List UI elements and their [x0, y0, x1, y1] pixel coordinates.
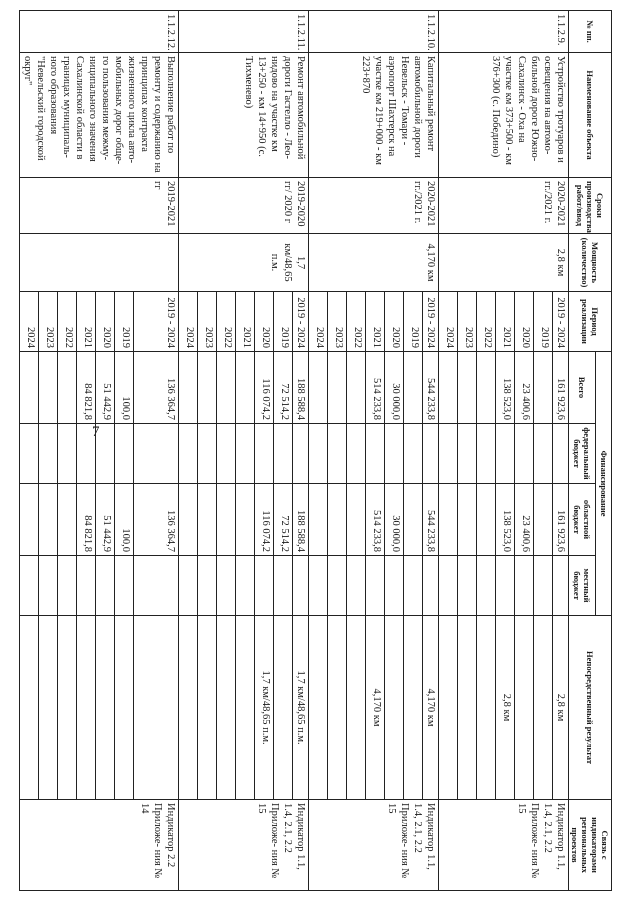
result-cell [309, 616, 328, 800]
period-cell: 2022 [347, 292, 366, 352]
indicator-link: Индикатор 1.1, 1.4, 2.1, 2.2 Приложе- ния № 15 [439, 800, 569, 891]
total-cell: 188 588,4 [293, 352, 309, 424]
local-cell [515, 556, 534, 616]
period-cell: 2020 [385, 292, 404, 352]
total-cell: 161 923,6 [553, 352, 569, 424]
regional-cell [179, 484, 198, 556]
table-row [134, 11, 179, 891]
total-cell [309, 352, 328, 424]
work-terms: 2019-2021 гг [20, 178, 179, 234]
result-cell [458, 616, 477, 800]
total-cell [217, 352, 236, 424]
local-cell [20, 556, 39, 616]
regional-cell [198, 484, 217, 556]
capacity: 2,8 км [439, 234, 569, 292]
result-cell [347, 616, 366, 800]
regional-cell: 51 442,9 [96, 484, 115, 556]
local-cell [458, 556, 477, 616]
total-cell: 544 233,8 [423, 352, 439, 424]
result-cell [385, 616, 404, 800]
federal-cell [58, 424, 77, 484]
period-cell: 2019 [404, 292, 423, 352]
federal-cell [458, 424, 477, 484]
regional-cell: 30 000,0 [385, 484, 404, 556]
row-number: 1.1.2.10. [309, 11, 439, 53]
regional-cell [20, 484, 39, 556]
header-local: местный бюджет [569, 556, 596, 616]
federal-cell [385, 424, 404, 484]
federal-cell [404, 424, 423, 484]
federal-cell [347, 424, 366, 484]
period-cell: 2023 [458, 292, 477, 352]
header-financing: Финансирование [596, 352, 612, 616]
period-cell: 2021 [496, 292, 515, 352]
period-cell: 2019 - 2024 [134, 292, 179, 352]
local-cell [274, 556, 293, 616]
federal-cell [328, 424, 347, 484]
total-cell [198, 352, 217, 424]
object-name: Капитальный ремонт автомобильной дороги Невельск - Томари - аэропорт Шахтерск на участке км 219+000 - км 223+870 [309, 53, 439, 178]
regional-cell [347, 484, 366, 556]
result-cell [477, 616, 496, 800]
regional-cell [39, 484, 58, 556]
total-cell [20, 352, 39, 424]
regional-cell: 136 364,7 [134, 484, 179, 556]
local-cell [404, 556, 423, 616]
local-cell [385, 556, 404, 616]
indicator-link: Индикатор 2.2 Приложе- ния № 14 [20, 800, 179, 891]
header-num: № пп. [569, 11, 612, 53]
period-cell: 2022 [217, 292, 236, 352]
result-cell [58, 616, 77, 800]
result-cell [534, 616, 553, 800]
federal-cell [496, 424, 515, 484]
capacity: 4,170 км [309, 234, 439, 292]
local-cell [77, 556, 96, 616]
local-cell [309, 556, 328, 616]
result-cell [274, 616, 293, 800]
table-header [569, 11, 612, 891]
regional-cell: 100,0 [115, 484, 134, 556]
period-cell: 2019 - 2024 [423, 292, 439, 352]
regional-cell: 72 514,2 [274, 484, 293, 556]
result-cell [134, 616, 179, 800]
period-cell: 2024 [20, 292, 39, 352]
local-cell [134, 556, 179, 616]
period-cell: 2024 [309, 292, 328, 352]
total-cell: 514 233,8 [366, 352, 385, 424]
period-cell: 2023 [198, 292, 217, 352]
regional-cell [439, 484, 458, 556]
total-cell: 136 364,7 [134, 352, 179, 424]
total-cell [39, 352, 58, 424]
result-cell: 4,170 км [366, 616, 385, 800]
total-cell: 30 000,0 [385, 352, 404, 424]
table-row [553, 11, 569, 891]
header-result: Непосредственный результат [569, 616, 612, 800]
federal-cell [96, 424, 115, 484]
header-period: Период реализации [569, 292, 612, 352]
local-cell [366, 556, 385, 616]
regional-cell: 23 400,6 [515, 484, 534, 556]
total-cell: 51 442,9 [96, 352, 115, 424]
result-cell [39, 616, 58, 800]
federal-cell [293, 424, 309, 484]
federal-cell [515, 424, 534, 484]
period-cell: 2019 [274, 292, 293, 352]
regional-cell [236, 484, 255, 556]
header-link: Связь с индикаторами региональных проектов [569, 800, 612, 891]
period-cell: 2020 [96, 292, 115, 352]
rotated-page [22, 10, 612, 890]
result-cell [20, 616, 39, 800]
federal-cell [477, 424, 496, 484]
federal-cell [439, 424, 458, 484]
capacity [20, 234, 179, 292]
federal-cell [217, 424, 236, 484]
total-cell: 138 523,0 [496, 352, 515, 424]
local-cell [198, 556, 217, 616]
total-cell: 84 821,8 [77, 352, 96, 424]
row-number: 1.1.2.9. [439, 11, 569, 53]
local-cell [96, 556, 115, 616]
regional-cell: 116 074,2 [255, 484, 274, 556]
local-cell [328, 556, 347, 616]
local-cell [553, 556, 569, 616]
regional-cell: 138 523,0 [496, 484, 515, 556]
result-cell: 2,8 км [553, 616, 569, 800]
period-cell: 2019 [534, 292, 553, 352]
period-cell: 2021 [77, 292, 96, 352]
period-cell: 2019 - 2024 [553, 292, 569, 352]
regional-cell [477, 484, 496, 556]
capacity: 1,7 км/48,65 п.м. [179, 234, 309, 292]
total-cell: 116 074,2 [255, 352, 274, 424]
local-cell [439, 556, 458, 616]
result-cell [179, 616, 198, 800]
federal-cell [77, 424, 96, 484]
federal-cell [309, 424, 328, 484]
local-cell [534, 556, 553, 616]
financing-table [19, 10, 612, 891]
total-cell [404, 352, 423, 424]
federal-cell [423, 424, 439, 484]
local-cell [236, 556, 255, 616]
result-cell [236, 616, 255, 800]
regional-cell: 544 233,8 [423, 484, 439, 556]
federal-cell [534, 424, 553, 484]
regional-cell [534, 484, 553, 556]
result-cell [96, 616, 115, 800]
local-cell [115, 556, 134, 616]
regional-cell [404, 484, 423, 556]
header-federal: федеральный бюджет [569, 424, 596, 484]
object-name: Устройство тротуаров и освещения на автомо- бильной дороге Южно- Сахалинск - Оха на участке км 373+500 - км 376+300 (с. Победино) [439, 53, 569, 178]
table-row [293, 11, 309, 891]
regional-cell: 514 233,8 [366, 484, 385, 556]
result-cell [198, 616, 217, 800]
regional-cell [58, 484, 77, 556]
federal-cell [134, 424, 179, 484]
total-cell [439, 352, 458, 424]
total-cell: 23 400,6 [515, 352, 534, 424]
local-cell [58, 556, 77, 616]
federal-cell [20, 424, 39, 484]
federal-cell [179, 424, 198, 484]
total-cell [179, 352, 198, 424]
local-cell [477, 556, 496, 616]
regional-cell [458, 484, 477, 556]
total-cell [477, 352, 496, 424]
local-cell [293, 556, 309, 616]
indicator-link: Индикатор 1.1, 1.4, 2.1, 2.2 Приложе- ния № 15 [309, 800, 439, 891]
total-cell [458, 352, 477, 424]
period-cell: 2019 - 2024 [293, 292, 309, 352]
period-cell: 2022 [58, 292, 77, 352]
federal-cell [366, 424, 385, 484]
header-power: Мощность (количество) [569, 234, 612, 292]
period-cell: 2022 [477, 292, 496, 352]
result-cell [515, 616, 534, 800]
total-cell [534, 352, 553, 424]
total-cell: 100,0 [115, 352, 134, 424]
rotated-table-container [22, 10, 612, 890]
result-cell [77, 616, 96, 800]
total-cell [58, 352, 77, 424]
work-terms: 2020-2021 гг./2021 г. [439, 178, 569, 234]
period-cell: 2019 [115, 292, 134, 352]
object-name: Выполнение работ по ремонту и содержанию на принципах контракта жизненного цикла авто- мобильных дорог обще- го пользования межму- ниципального значения Сахалинской области в границах муниципаль- ного образования "Невельский городской округ" [20, 53, 179, 178]
total-cell [236, 352, 255, 424]
indicator-link: Индикатор 1.1, 1.4, 2.1, 2.2 Приложе- ния № 15 [179, 800, 309, 891]
period-cell: 2020 [515, 292, 534, 352]
row-number: 1.1.2.12. [20, 11, 179, 53]
federal-cell [198, 424, 217, 484]
header-total: Всего [569, 352, 596, 424]
regional-cell: 188 588,4 [293, 484, 309, 556]
federal-cell [255, 424, 274, 484]
federal-cell [236, 424, 255, 484]
total-cell [347, 352, 366, 424]
work-terms: 2020-2021 гг./2021 г. [309, 178, 439, 234]
federal-cell [553, 424, 569, 484]
result-cell [115, 616, 134, 800]
regional-cell [217, 484, 236, 556]
local-cell [217, 556, 236, 616]
row-number: 1.1.2.11. [179, 11, 309, 53]
local-cell [39, 556, 58, 616]
result-cell [217, 616, 236, 800]
local-cell [255, 556, 274, 616]
result-cell [328, 616, 347, 800]
regional-cell: 84 821,8 [77, 484, 96, 556]
regional-cell: 161 923,6 [553, 484, 569, 556]
period-cell: 2024 [439, 292, 458, 352]
result-cell: 2,8 км [496, 616, 515, 800]
local-cell [179, 556, 198, 616]
local-cell [347, 556, 366, 616]
header-regional: областной бюджет [569, 484, 596, 556]
table-row [423, 11, 439, 891]
header-name: Наименование объекта [569, 53, 612, 178]
period-cell: 2023 [39, 292, 58, 352]
page-number: 7 [92, 424, 100, 440]
result-cell: 1,7 км/48,65 п.м. [293, 616, 309, 800]
result-cell: 4,170 км [423, 616, 439, 800]
period-cell: 2021 [366, 292, 385, 352]
total-cell [328, 352, 347, 424]
result-cell [439, 616, 458, 800]
regional-cell [309, 484, 328, 556]
result-cell: 1,7 км/48,65 п.м. [255, 616, 274, 800]
federal-cell [39, 424, 58, 484]
total-cell: 72 514,2 [274, 352, 293, 424]
period-cell: 2020 [255, 292, 274, 352]
local-cell [423, 556, 439, 616]
work-terms: 2019-2020 гг/ 2020 г [179, 178, 309, 234]
local-cell [496, 556, 515, 616]
result-cell [404, 616, 423, 800]
header-terms: Сроки производства работ/ввод [569, 178, 612, 234]
period-cell: 2021 [236, 292, 255, 352]
object-name: Ремонт автомобильной дороги Гастелло - Лео- нидово на участке км 13+250 - км 14+950 (с. Тихменево) [179, 53, 309, 178]
regional-cell [328, 484, 347, 556]
federal-cell [115, 424, 134, 484]
period-cell: 2023 [328, 292, 347, 352]
period-cell: 2024 [179, 292, 198, 352]
table-body [20, 11, 569, 891]
federal-cell [274, 424, 293, 484]
